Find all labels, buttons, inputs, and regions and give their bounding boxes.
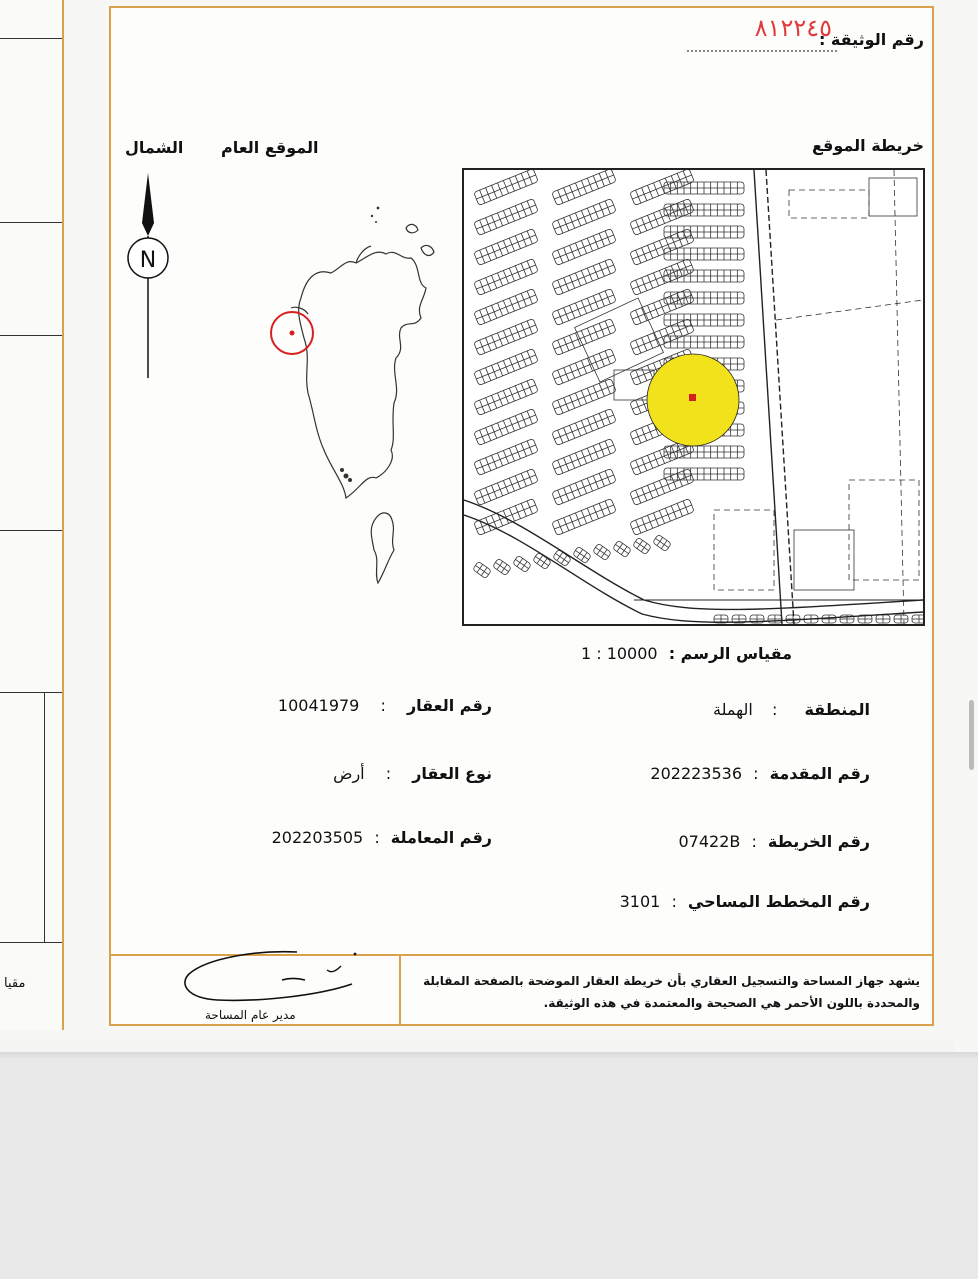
certification-text: يشهد جهاز المساحة والتسجيل العقاري بأن خريطة العقار الموضحة بالصفحة المقابلة والمحددة باللون الأحمر هي الصحيحة والمعتمدة في هذه الوثيقة. [423, 974, 920, 1010]
certification-divider [399, 954, 401, 1026]
left-rule [0, 38, 62, 39]
field-transaction-no-label: رقم المعاملة [390, 828, 492, 847]
field-map-no-value: 07422B [678, 832, 741, 851]
site-map-title: خريطة الموقع [811, 136, 924, 155]
field-transaction-no-sep: : [374, 828, 380, 847]
left-rule [0, 335, 62, 336]
left-rule [0, 530, 62, 531]
field-area-label: المنطقة [804, 700, 870, 719]
left-page-label: مقيا [4, 976, 26, 991]
empty-area [0, 1060, 978, 1279]
north-arrow-icon [123, 168, 173, 383]
doc-number-value: ٨١٢٢٤٥ [754, 14, 832, 42]
north-title: الشمال [125, 138, 184, 157]
left-rule [0, 222, 62, 223]
field-survey-plan-no-sep: : [671, 892, 677, 911]
title-deed-document [109, 6, 934, 1026]
field-property-no-value: 10041979 [277, 696, 360, 715]
left-vrule [44, 692, 45, 942]
left-rule [0, 692, 62, 693]
north-letter: N [139, 248, 157, 273]
field-area-value: الهملة [713, 700, 753, 719]
field-property-type-sep: : [385, 764, 392, 783]
scale-line [581, 644, 792, 663]
field-application-no-label: رقم المقدمة [769, 764, 870, 783]
site-map [462, 168, 925, 626]
field-application-no-sep: : [753, 764, 759, 783]
field-area-sep: : [771, 700, 778, 719]
field-property-no-sep: : [380, 696, 386, 715]
field-map-no [678, 832, 870, 851]
signature-icon [177, 940, 367, 1010]
scale-label: مقياس الرسم : [668, 644, 792, 663]
general-location-title: الموقع العام [221, 138, 319, 157]
doc-number-label: رقم الوثيقة : [818, 30, 924, 49]
field-survey-plan-no-value: 3101 [619, 892, 661, 911]
field-property-type-label: نوع العقار [412, 764, 492, 783]
general-location-map [196, 188, 436, 608]
doc-number-dots [687, 50, 837, 52]
signatory-caption: مدير عام المساحة [205, 1008, 296, 1022]
field-property-no [278, 696, 492, 715]
field-transaction-no [272, 828, 492, 847]
field-application-no [650, 764, 870, 783]
field-application-no-value: 202223536 [650, 764, 743, 783]
left-rule [0, 942, 62, 943]
field-transaction-no-value: 202203505 [271, 828, 364, 847]
field-area [713, 700, 870, 719]
field-property-type-value: أرض [333, 764, 365, 783]
site-map-drawing [464, 170, 923, 624]
left-page [0, 0, 64, 1030]
field-survey-plan-no [620, 892, 870, 911]
field-property-no-label: رقم العقار [406, 696, 492, 715]
scale-value: 1 : 10000 [580, 644, 658, 663]
field-map-no-label: رقم الخريطة [767, 832, 870, 851]
field-map-no-sep: : [751, 832, 757, 851]
field-property-type [333, 764, 492, 783]
field-survey-plan-no-label: رقم المخطط المساحي [687, 892, 870, 911]
scrollbar-thumb[interactable] [969, 700, 974, 770]
